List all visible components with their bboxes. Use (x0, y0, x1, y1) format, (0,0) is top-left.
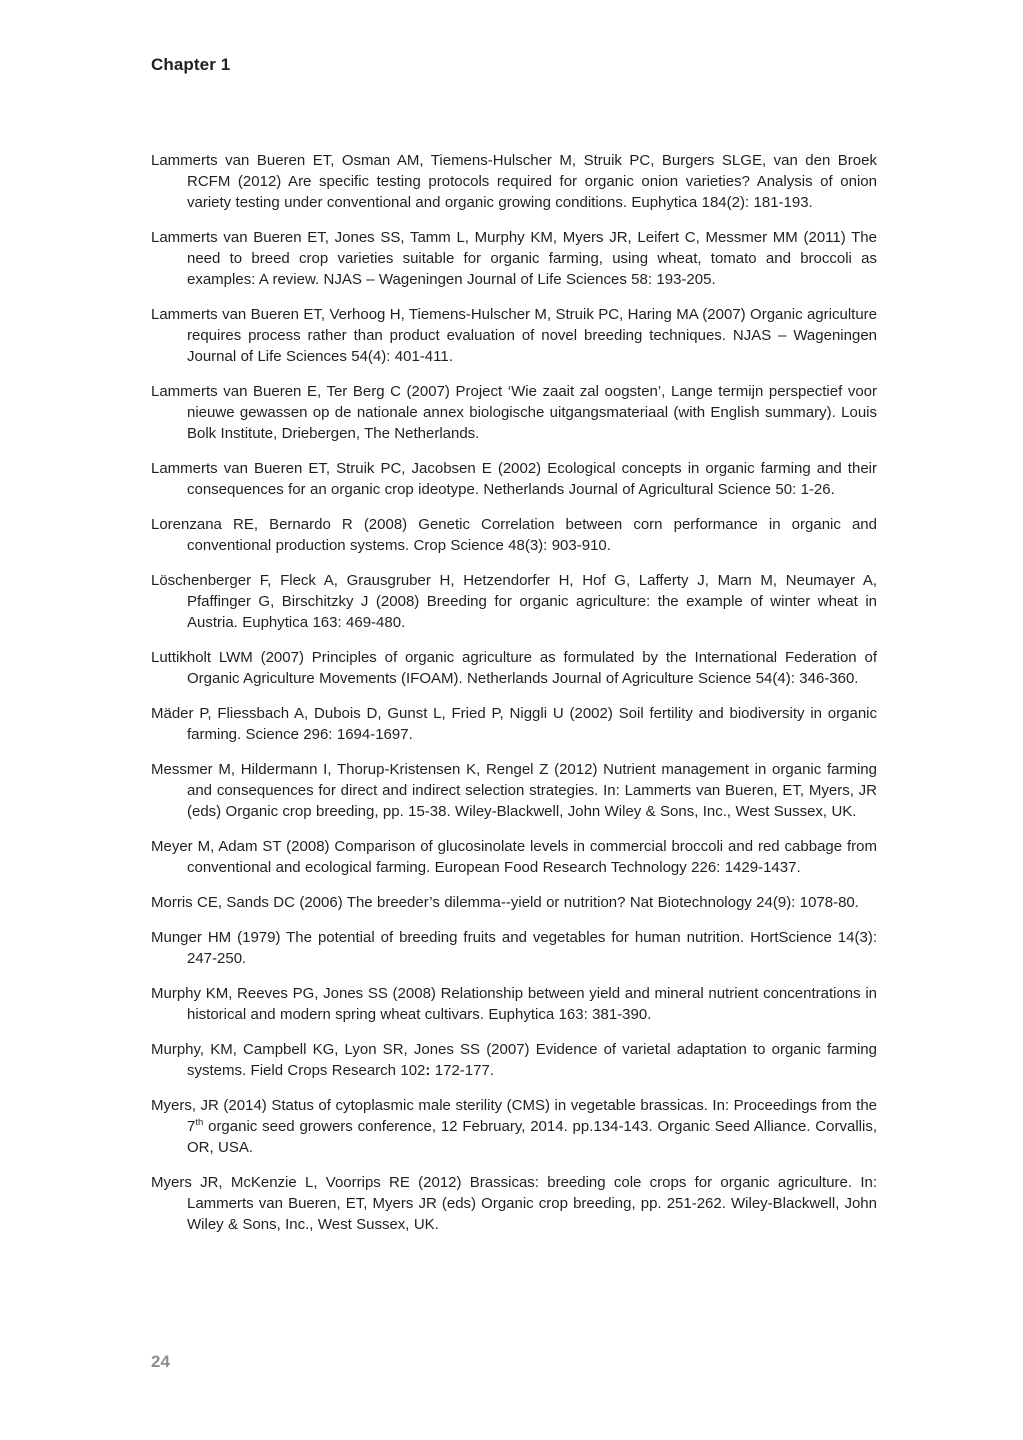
reference-superscript: th (195, 1117, 204, 1128)
reference-text: Morris CE, Sands DC (2006) The breeder’s dilemma--yield or nutrition? Nat Biotechnology 24(9): 1078-80. (151, 894, 859, 911)
reference-item (151, 927, 877, 969)
reference-text: Lammerts van Bueren E, Ter Berg C (2007) Project ‘Wie zaait zal oogsten’, Lange termijn perspectief voor nieuwe gewassen op de nationale annex biologische uitgangsmateriaal (with English summary). Louis Bolk Institute, Driebergen, The Netherlands. (151, 383, 877, 442)
reference-text: Lammerts van Bueren ET, Osman AM, Tiemens-Hulscher M, Struik PC, Burgers SLGE, van den Broek RCFM (2012) Are specific testing protocols required for organic onion varieties? Analysis of onion variety testing under conventional and organic growing conditions. Euphytica 184(2): 181-193. (151, 152, 877, 211)
reference-item (151, 304, 877, 367)
page-number: 24 (151, 1352, 170, 1371)
reference-text: Messmer M, Hildermann I, Thorup-Kristensen K, Rengel Z (2012) Nutrient management in organic farming and consequences for direct and indirect selection strategies. In: Lammerts van Bueren, ET, Myers, JR (eds) Organic crop breeding, pp. 15-38. Wiley-Blackwell, John Wiley & Sons, Inc., West Sussex, UK. (151, 761, 877, 820)
reference-item (151, 227, 877, 290)
reference-item (151, 514, 877, 556)
reference-text: Mäder P, Fliessbach A, Dubois D, Gunst L, Fried P, Niggli U (2002) Soil fertility and biodiversity in organic farming. Science 296: 1694-1697. (151, 705, 877, 743)
reference-item (151, 647, 877, 689)
reference-item (151, 570, 877, 633)
reference-item (151, 703, 877, 745)
reference-text: Myers JR, McKenzie L, Voorrips RE (2012) Brassicas: breeding cole crops for organic agriculture. In: Lammerts van Bueren, ET, Myers JR (eds) Organic crop breeding, pp. 251-262. Wiley-Blackwell, John Wiley & Sons, Inc., West Sussex, UK. (151, 1174, 877, 1233)
reference-item (151, 836, 877, 878)
reference-text: 172-177. (430, 1062, 494, 1079)
reference-text: Löschenberger F, Fleck A, Grausgruber H, Hetzendorfer H, Hof G, Lafferty J, Marn M, Neumayer A, Pfaffinger G, Birschitzky J (2008) Breeding for organic agriculture: the example of winter wheat in Austria. Euphytica 163: 469-480. (151, 572, 877, 631)
reference-item (151, 983, 877, 1025)
reference-item (151, 1172, 877, 1235)
reference-item (151, 759, 877, 822)
reference-item (151, 150, 877, 213)
reference-text: Lammerts van Bueren ET, Jones SS, Tamm L, Murphy KM, Myers JR, Leifert C, Messmer MM (2011) The need to breed crop varieties suitable for organic farming, using wheat, tomato and broccoli as examples: A review. NJAS – Wageningen Journal of Life Sciences 58: 193-205. (151, 229, 877, 288)
reference-text: Myers, JR (2014) Status of cytoplasmic male sterility (CMS) in vegetable brassicas. In: Proceedings from the 7 (151, 1097, 877, 1135)
reference-item (151, 458, 877, 500)
reference-text: organic seed growers conference, 12 February, 2014. pp.134-143. Organic Seed Alliance. Corvallis, OR, USA. (187, 1118, 877, 1156)
reference-text: Lammerts van Bueren ET, Struik PC, Jacobsen E (2002) Ecological concepts in organic farming and their consequences for an organic crop ideotype. Netherlands Journal of Agricultural Science 50: 1-26. (151, 460, 877, 498)
reference-item (151, 1039, 877, 1081)
reference-text: Murphy KM, Reeves PG, Jones SS (2008) Relationship between yield and mineral nutrient concentrations in historical and modern spring wheat cultivars. Euphytica 163: 381-390. (151, 985, 877, 1023)
reference-item (151, 1095, 877, 1158)
reference-text: Murphy, KM, Campbell KG, Lyon SR, Jones SS (2007) Evidence of varietal adaptation to organic farming systems. Field Crops Research 102 (151, 1041, 877, 1079)
reference-text: Luttikholt LWM (2007) Principles of organic agriculture as formulated by the International Federation of Organic Agriculture Movements (IFOAM). Netherlands Journal of Agriculture Science 54(4): 346-360. (151, 649, 877, 687)
reference-text: Lorenzana RE, Bernardo R (2008) Genetic Correlation between corn performance in organic and conventional production systems. Crop Science 48(3): 903-910. (151, 516, 877, 554)
reference-text: : (425, 1062, 431, 1079)
reference-list (151, 150, 877, 1249)
reference-item (151, 381, 877, 444)
reference-text: Munger HM (1979) The potential of breeding fruits and vegetables for human nutrition. HortScience 14(3): 247-250. (151, 929, 877, 967)
reference-text: Lammerts van Bueren ET, Verhoog H, Tiemens-Hulscher M, Struik PC, Haring MA (2007) Organic agriculture requires process rather than product evaluation of novel breeding techniques. NJAS – Wageningen Journal of Life Sciences 54(4): 401-411. (151, 306, 877, 365)
reference-item (151, 892, 877, 913)
reference-text: Meyer M, Adam ST (2008) Comparison of glucosinolate levels in commercial broccoli and red cabbage from conventional and ecological farming. European Food Research Technology 226: 1429-1437. (151, 838, 877, 876)
chapter-heading: Chapter 1 (151, 55, 231, 74)
